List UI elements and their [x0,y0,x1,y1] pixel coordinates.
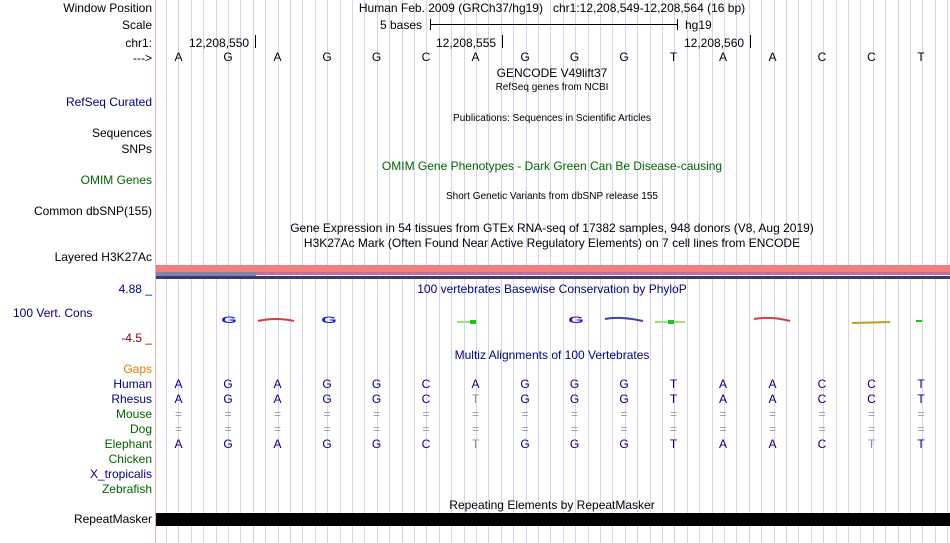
alignment-base: = [917,407,925,421]
strand-label: ---> [133,51,152,65]
alignment-base: C [867,392,876,406]
repeatmasker-element-bar [156,513,950,526]
gtex-track-title[interactable]: Gene Expression in 54 tissues from GTEx RNA-seq of 17382 samples, 948 donors (V8, Aug 2019) [290,221,814,235]
alignment-base: A [174,437,183,451]
alignment-base: = [768,407,776,421]
alignment-base: C [867,377,876,391]
phylop-mark-blue [605,318,643,321]
alignment-base: = [570,407,578,421]
species-label-rhesus[interactable]: Rhesus [111,392,152,406]
alignment-base: G [569,377,580,391]
alignment-base: = [818,407,826,421]
sequence-base: A [174,50,183,64]
alignment-base: A [174,392,183,406]
dbsnp-track-title[interactable]: Short Genetic Variants from dbSNP release 155 [446,191,658,202]
species-label-x_tropicalis[interactable]: X_tropicalis [89,467,152,481]
sequence-base: C [817,50,827,64]
alignment-base: C [421,392,431,406]
common-dbsnp-label[interactable]: Common dbSNP(155) [33,204,152,218]
window-coordinates: chr1:12,208,549-12,208,564 (16 bp) [552,1,746,15]
alignment-base: T [867,437,876,451]
alignment-base: A [768,377,777,391]
alignment-base: = [273,407,281,421]
phylop-track-title[interactable]: 100 vertebrates Basewise Conservation by PhyloP [417,282,687,296]
assembly-name: Human Feb. 2009 (GRCh37/hg19) [358,1,543,15]
alignment-base: = [719,407,727,421]
multiz-track-title[interactable]: Multiz Alignments of 100 Vertebrates [454,348,650,362]
alignment-base: C [817,437,827,451]
phylop-logo-g-1: G [221,315,237,326]
alignment-base: G [322,437,332,451]
phylop-mark-red-1 [258,319,294,321]
h3k27ac-signal-pink [156,265,950,272]
alignment-base: A [273,437,282,451]
species-label-elephant[interactable]: Elephant [104,437,152,451]
alignment-base: A [471,377,480,391]
scale-bar-right-tick [677,19,678,30]
alignment-base: A [718,377,727,391]
sequence-base: G [520,50,530,64]
alignment-base: G [619,437,629,451]
cons-max-label: 4.88 _ [118,282,152,296]
assembly-position [359,1,745,15]
alignment-base: G [569,437,580,451]
alignment-base: A [768,437,777,451]
alignment-base: A [718,437,727,451]
alignment-base: G [619,377,629,391]
phylop-mark-yellow [852,322,890,323]
scale-bar-left-tick [430,19,431,30]
alignment-base: G [520,437,530,451]
alignment-base: = [768,422,776,436]
alignment-base: G [223,437,233,451]
species-label-human[interactable]: Human [113,377,152,391]
sequence-base: A [273,50,282,64]
alignment-base: G [371,437,382,451]
alignment-base: G [223,392,233,406]
omim-track-title[interactable]: OMIM Gene Phenotypes - Dark Green Can Be Disease-causing [381,159,723,173]
alignment-base: G [322,392,332,406]
species-label-mouse[interactable]: Mouse [115,407,152,421]
alignment-base: = [224,422,232,436]
chrom-label: chr1: [125,36,152,50]
window-position-label: Window Position [63,1,152,15]
h3k27ac-track-title[interactable]: H3K27Ac Mark (Often Found Near Active Regulatory Elements) on 7 cell lines from ENCODE [303,236,801,250]
coord-tick-3 [750,35,751,48]
alignment-base: = [669,407,677,421]
phylop-logo-g-2: G [321,315,337,326]
alignment-base: T [471,392,480,406]
alignment-base: = [719,422,727,436]
snps-label[interactable]: SNPs [121,142,152,156]
alignment-base: = [521,407,529,421]
alignment-base: T [917,437,925,451]
gencode-track-title[interactable]: GENCODE V49lift37 [496,66,608,80]
alignment-base: T [669,437,678,451]
sequence-base: T [917,50,925,64]
sequence-base: G [322,50,332,64]
alignment-base: A [718,392,727,406]
alignment-base: A [768,392,777,406]
phylop-mark-green-5 [916,320,922,322]
phylop-mark-green-4 [668,320,674,324]
h3k27ac-signal-navy [156,276,950,279]
alignment-base: = [570,422,578,436]
coord-label-3: 12,208,560 [684,36,745,50]
coord-label-2: 12,208,555 [436,36,497,50]
alignment-base: = [867,407,875,421]
phylop-mark-red-2 [754,318,790,321]
sequence-base: G [223,50,233,64]
alignment-base: A [273,377,282,391]
alignment-base: C [421,377,431,391]
alignment-base: = [224,407,232,421]
refseq-track-title[interactable]: RefSeq genes from NCBI [495,82,609,93]
alignment-base: = [471,407,479,421]
alignment-base: T [669,377,678,391]
gaps-label[interactable]: Gaps [123,362,152,376]
alignment-base: = [174,422,182,436]
alignment-base: = [174,407,182,421]
alignment-base: = [818,422,826,436]
omim-genes-label[interactable]: OMIM Genes [80,173,152,187]
alignment-base: = [323,422,331,436]
alignment-base: G [520,392,530,406]
species-label-zebrafish[interactable]: Zebrafish [101,482,152,496]
scale-text: 5 bases [380,18,423,32]
alignment-base: = [422,422,430,436]
alignment-base: = [372,422,380,436]
alignment-base: = [669,422,677,436]
alignment-base: C [421,437,431,451]
coord-tick-2 [502,35,503,48]
sequence-base: G [569,50,580,64]
scale-assembly: hg19 [685,18,712,32]
alignment-base: = [917,422,925,436]
species-label-chicken[interactable]: Chicken [108,452,152,466]
species-label-dog[interactable]: Dog [129,422,152,436]
alignment-base: G [371,377,382,391]
alignment-base: = [372,407,380,421]
sequence-base: T [669,50,678,64]
alignment-base: C [817,392,827,406]
alignment-base: = [422,407,430,421]
sequence-base: A [718,50,727,64]
sequence-base: C [867,50,876,64]
alignment-base: = [323,407,331,421]
alignment-base: T [917,392,925,406]
alignment-base: G [371,392,382,406]
phylop-graph [0,300,950,340]
phylop-logo-g-3: G [568,315,584,326]
sequence-base: G [619,50,629,64]
alignment-base: = [521,422,529,436]
coord-tick-1 [255,35,256,48]
coord-label-1: 12,208,550 [189,36,250,50]
scale-bar [430,24,677,25]
repeatmasker-track-title[interactable]: Repeating Elements by RepeatMasker [449,498,655,512]
alignment-base: G [569,392,580,406]
repeatmasker-label[interactable]: RepeatMasker [73,512,152,526]
alignment-base: = [867,422,875,436]
alignment-base: G [619,392,629,406]
sequence-base: C [421,50,431,64]
alignment-base: T [917,377,925,391]
alignment-base: G [520,377,530,391]
alignment-base: T [669,392,678,406]
alignment-base: G [223,377,233,391]
layered-h3k27ac-label[interactable]: Layered H3K27Ac [54,250,152,264]
alignment-base: A [273,392,282,406]
sequence-base: A [471,50,480,64]
vert-cons-label[interactable]: 100 Vert. Cons [13,306,93,320]
alignment-base: = [620,422,628,436]
h3k27ac-signal-mauve [256,272,950,275]
alignment-base: = [471,422,479,436]
alignment-base: T [471,437,480,451]
alignment-base: C [817,377,827,391]
refseq-curated-label[interactable]: RefSeq Curated [65,95,152,109]
publications-track-title[interactable]: Publications: Sequences in Scientific Articles [453,113,651,124]
alignment-base: G [322,377,332,391]
alignment-base: = [620,407,628,421]
sequence-base: A [768,50,777,64]
cons-min-label: -4.5 _ [121,331,152,345]
phylop-mark-green-2 [470,320,476,324]
sequences-label[interactable]: Sequences [91,126,152,140]
sequence-base: G [371,50,382,64]
scale-label: Scale [121,18,152,32]
alignment-base: = [273,422,281,436]
alignment-base: A [174,377,183,391]
